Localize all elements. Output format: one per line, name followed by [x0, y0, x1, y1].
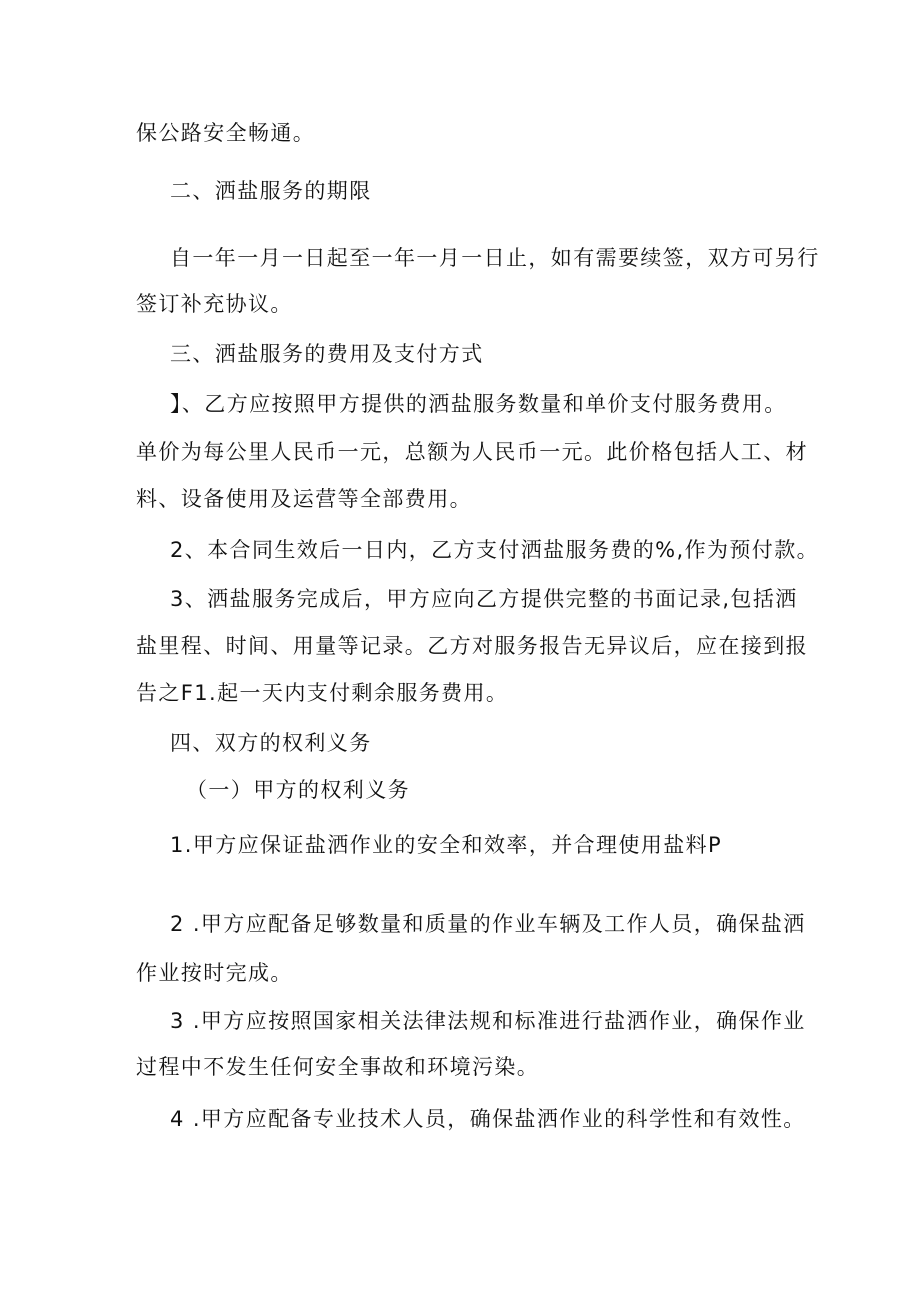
paragraph-line: 告之F1.起一天内支付剩余服务费用。: [136, 681, 509, 705]
paragraph-line: 签订补充协议。: [136, 292, 293, 316]
paragraph-line: 单价为每公里人民币一元，总额为人民币一元。此价格包括人工、材: [136, 440, 808, 464]
section-heading: 二、洒盐服务的期限: [170, 179, 372, 203]
subsection-heading: （一）甲方的权利义务: [186, 778, 410, 802]
paragraph-line: 盐里程、时间、用量等记录。乙方对服务报告无异议后，应在接到报: [136, 634, 808, 658]
list-item-continuation: 作业按时完成。: [136, 961, 293, 985]
list-item: 2 .甲方应配备足够数量和质量的作业车辆及工作人员，确保盐洒: [170, 912, 806, 936]
list-item: 4 .甲方应配备专业技术人员，确保盐洒作业的科学性和有效性。: [170, 1107, 806, 1131]
paragraph-line: 】、乙方应按照甲方提供的洒盐服务数量和单价支付服务费用。: [170, 392, 787, 416]
paragraph-line: 保公路安全畅通。: [136, 121, 316, 145]
section-heading: 四、双方的权利义务: [170, 731, 372, 755]
paragraph-line: 3、洒盐服务完成后，甲方应向乙方提供完整的书面记录,包括洒: [170, 587, 798, 611]
paragraph-line: 自一年一月一日起至一年一月一日止，如有需要续签，双方可另行: [170, 246, 820, 270]
list-item-continuation: 过程中不发生任何安全事故和环境污染。: [136, 1055, 540, 1079]
list-item: 1.甲方应保证盐洒作业的安全和效率，并合理使用盐料P: [170, 833, 723, 857]
paragraph-line: 2、本合同生效后一日内，乙方支付洒盐服务费的%,作为预付款。: [170, 538, 819, 562]
section-heading: 三、洒盐服务的费用及支付方式: [170, 342, 484, 366]
paragraph-line: 料、设备使用及运营等全部费用。: [136, 487, 472, 511]
list-item: 3 .甲方应按照国家相关法律法规和标准进行盐洒作业，确保作业: [170, 1009, 806, 1033]
